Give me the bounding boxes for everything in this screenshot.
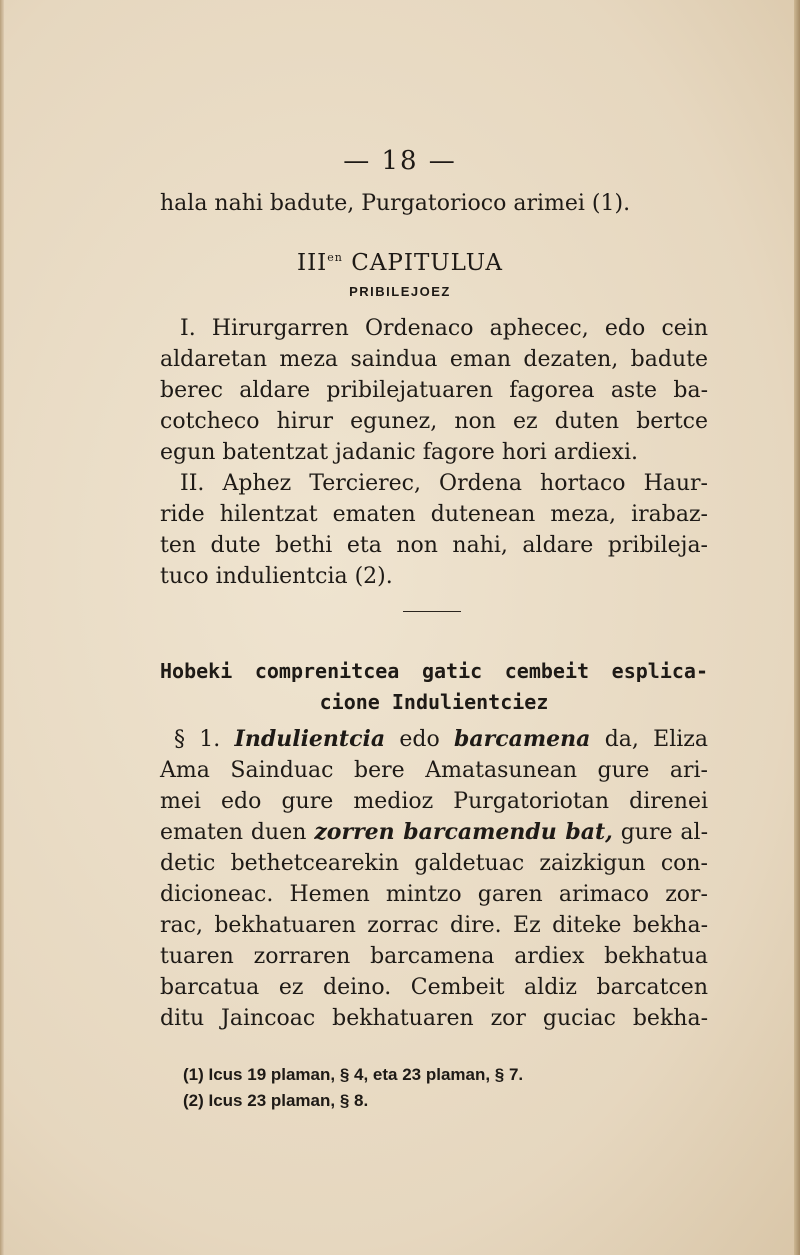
paragraph-line: ten dute bethi eta non nahi, aldare pribileja- [160, 533, 708, 558]
paragraph-line: I. Hirurgarren Ordenaco aphecec, edo cein [180, 316, 708, 341]
page-left-edge [0, 0, 4, 1255]
page-right-edge [794, 0, 800, 1255]
chapter-subtitle: PRIBILEJOEZ [349, 284, 451, 299]
section-divider [403, 611, 461, 612]
text-fragment: da, Eliza [604, 727, 709, 752]
paragraph-line: Ama Sainduac bere Amatasunean gure ari- [160, 758, 708, 783]
section-heading-line: cione Indulientciez [319, 690, 549, 714]
section-mark: § 1. [174, 727, 221, 752]
text-fragment: gure al- [620, 820, 709, 845]
paragraph-line: rac, bekhatuaren zorrac dire. Ez diteke bekha- [160, 913, 708, 938]
intro-line: hala nahi badute, Purgatorioco arimei (1). [160, 191, 631, 216]
chapter-superscript: en [327, 251, 343, 264]
paragraph-line: dicioneac. Hemen mintzo garen arimaco zor- [160, 882, 708, 907]
paragraph-line: mei edo gure medioz Purgatoriotan direnei [160, 789, 708, 814]
text-fragment: ematen duen [160, 820, 307, 845]
paragraph-line: ride hilentzat ematen dutenean meza, irabaz- [160, 502, 708, 527]
text-fragment: edo [399, 727, 440, 752]
footnote: (1) Icus 19 plaman, § 4, eta 23 plaman, § 7. [183, 1065, 524, 1084]
footnote: (2) Icus 23 plaman, § 8. [183, 1091, 369, 1110]
paragraph-line: ditu Jaincoac bekhatuaren zor guciac bekha- [160, 1006, 708, 1031]
term-indulientcia: Indulientcia [234, 726, 386, 752]
page-number: — 18 — [343, 146, 457, 176]
paragraph-line: detic bethetcearekin galdetuac zaizkigun con- [160, 851, 708, 876]
paragraph-line: cotcheco hirur egunez, non ez duten bertce [160, 409, 708, 434]
chapter-word: CAPITULUA [351, 250, 503, 276]
paragraph-line: aldaretan meza saindua eman dezaten, badute [160, 347, 708, 372]
section-heading-line: Hobeki comprenitcea gatic cembeit esplica- [160, 659, 708, 683]
term-barcamena: barcamena [454, 726, 591, 752]
paragraph-line [160, 817, 708, 848]
paragraph-line: tuaren zorraren barcamena ardiex bekhatua [160, 944, 708, 969]
paragraph-line: barcatua ez deino. Cembeit aldiz barcatcen [160, 975, 708, 1000]
paragraph-line: egun batentzat jadanic fagore hori ardiexi. [160, 440, 638, 465]
paragraph-line: tuco indulientcia (2). [160, 564, 393, 589]
chapter-roman: III [297, 250, 328, 276]
chapter-title [0, 250, 800, 276]
paragraph-line: berec aldare pribilejatuaren fagorea aste ba- [160, 378, 708, 403]
term-zorren-barcamendu: zorren barcamendu bat, [314, 819, 613, 845]
paragraph-line: II. Aphez Tercierec, Ordena hortaco Haur- [180, 471, 708, 496]
paragraph-line [160, 724, 708, 755]
